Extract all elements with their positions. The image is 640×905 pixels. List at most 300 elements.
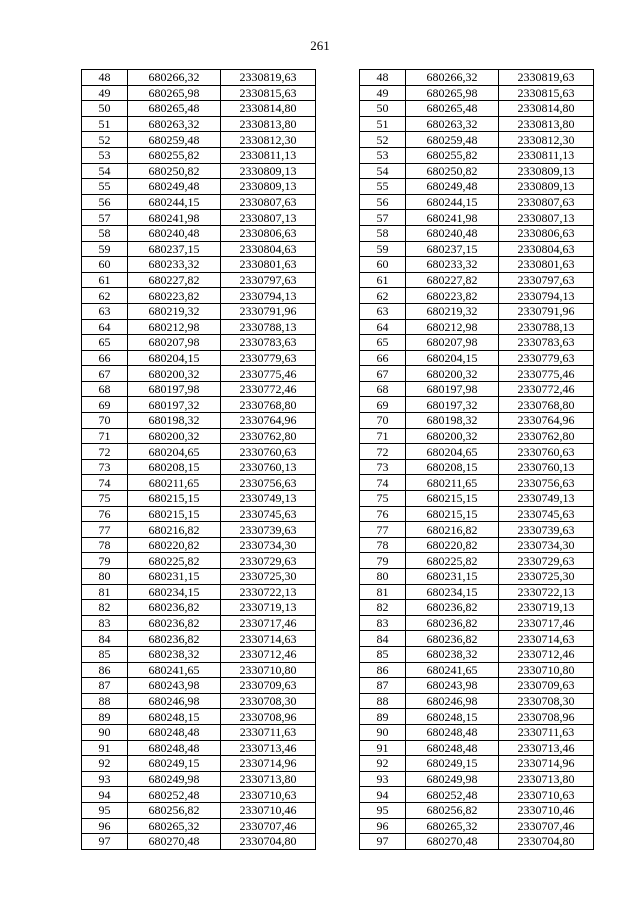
column-gap <box>316 335 360 351</box>
left-y-coordinate-cell: 2330809,13 <box>221 179 316 195</box>
table-row <box>82 802 594 818</box>
page-number: 261 <box>310 38 330 53</box>
right-y-coordinate-cell: 2330709,63 <box>499 678 594 694</box>
left-y-coordinate-cell: 2330710,80 <box>221 662 316 678</box>
left-point-number-cell: 70 <box>82 413 128 429</box>
right-y-coordinate-cell: 2330783,63 <box>499 335 594 351</box>
left-point-number-cell: 56 <box>82 194 128 210</box>
column-gap <box>316 163 360 179</box>
left-x-coordinate-cell: 680249,15 <box>128 756 221 772</box>
right-x-coordinate-cell: 680259,48 <box>406 132 499 148</box>
column-gap <box>316 241 360 257</box>
table-row <box>82 569 594 585</box>
right-point-number-cell: 91 <box>360 740 406 756</box>
right-x-coordinate-cell: 680248,15 <box>406 709 499 725</box>
column-gap <box>316 272 360 288</box>
column-gap <box>316 475 360 491</box>
column-gap <box>316 116 360 132</box>
right-x-coordinate-cell: 680219,32 <box>406 303 499 319</box>
column-gap <box>316 678 360 694</box>
right-point-number-cell: 66 <box>360 350 406 366</box>
left-x-coordinate-cell: 680236,82 <box>128 615 221 631</box>
left-y-coordinate-cell: 2330749,13 <box>221 491 316 507</box>
right-y-coordinate-cell: 2330807,63 <box>499 194 594 210</box>
table-row <box>82 834 594 850</box>
right-x-coordinate-cell: 680236,82 <box>406 631 499 647</box>
table-row <box>82 319 594 335</box>
right-point-number-cell: 49 <box>360 85 406 101</box>
right-y-coordinate-cell: 2330708,30 <box>499 693 594 709</box>
left-point-number-cell: 63 <box>82 303 128 319</box>
column-gap <box>316 693 360 709</box>
column-gap <box>316 537 360 553</box>
right-y-coordinate-cell: 2330714,96 <box>499 756 594 772</box>
left-point-number-cell: 75 <box>82 491 128 507</box>
left-y-coordinate-cell: 2330745,63 <box>221 506 316 522</box>
right-y-coordinate-cell: 2330722,13 <box>499 584 594 600</box>
right-x-coordinate-cell: 680246,98 <box>406 693 499 709</box>
left-y-coordinate-cell: 2330819,63 <box>221 70 316 86</box>
left-x-coordinate-cell: 680236,82 <box>128 600 221 616</box>
left-x-coordinate-cell: 680263,32 <box>128 116 221 132</box>
right-point-number-cell: 50 <box>360 101 406 117</box>
column-gap <box>316 132 360 148</box>
right-x-coordinate-cell: 680204,15 <box>406 350 499 366</box>
right-y-coordinate-cell: 2330801,63 <box>499 257 594 273</box>
table-row <box>82 646 594 662</box>
left-y-coordinate-cell: 2330814,80 <box>221 101 316 117</box>
right-y-coordinate-cell: 2330806,63 <box>499 225 594 241</box>
right-y-coordinate-cell: 2330708,96 <box>499 709 594 725</box>
right-x-coordinate-cell: 680248,48 <box>406 740 499 756</box>
left-y-coordinate-cell: 2330807,13 <box>221 210 316 226</box>
left-y-coordinate-cell: 2330794,13 <box>221 288 316 304</box>
left-y-coordinate-cell: 2330788,13 <box>221 319 316 335</box>
right-point-number-cell: 92 <box>360 756 406 772</box>
left-y-coordinate-cell: 2330815,63 <box>221 85 316 101</box>
right-x-coordinate-cell: 680200,32 <box>406 366 499 382</box>
left-point-number-cell: 59 <box>82 241 128 257</box>
right-point-number-cell: 87 <box>360 678 406 694</box>
left-point-number-cell: 77 <box>82 522 128 538</box>
right-x-coordinate-cell: 680240,48 <box>406 225 499 241</box>
left-x-coordinate-cell: 680204,65 <box>128 444 221 460</box>
right-x-coordinate-cell: 680197,98 <box>406 381 499 397</box>
right-point-number-cell: 70 <box>360 413 406 429</box>
left-point-number-cell: 84 <box>82 631 128 647</box>
right-point-number-cell: 73 <box>360 459 406 475</box>
left-point-number-cell: 76 <box>82 506 128 522</box>
right-y-coordinate-cell: 2330707,46 <box>499 818 594 834</box>
left-point-number-cell: 68 <box>82 381 128 397</box>
right-y-coordinate-cell: 2330797,63 <box>499 272 594 288</box>
column-gap <box>316 818 360 834</box>
right-y-coordinate-cell: 2330710,63 <box>499 787 594 803</box>
right-y-coordinate-cell: 2330779,63 <box>499 350 594 366</box>
left-y-coordinate-cell: 2330762,80 <box>221 428 316 444</box>
column-gap <box>316 662 360 678</box>
right-y-coordinate-cell: 2330813,80 <box>499 116 594 132</box>
table-row <box>82 678 594 694</box>
right-y-coordinate-cell: 2330814,80 <box>499 101 594 117</box>
table-row <box>82 335 594 351</box>
left-point-number-cell: 60 <box>82 257 128 273</box>
column-gap <box>316 709 360 725</box>
table-row <box>82 444 594 460</box>
left-y-coordinate-cell: 2330813,80 <box>221 116 316 132</box>
right-y-coordinate-cell: 2330760,63 <box>499 444 594 460</box>
right-point-number-cell: 90 <box>360 724 406 740</box>
right-y-coordinate-cell: 2330807,13 <box>499 210 594 226</box>
left-y-coordinate-cell: 2330709,63 <box>221 678 316 694</box>
left-point-number-cell: 93 <box>82 771 128 787</box>
left-point-number-cell: 96 <box>82 818 128 834</box>
left-x-coordinate-cell: 680215,15 <box>128 506 221 522</box>
left-point-number-cell: 49 <box>82 85 128 101</box>
left-y-coordinate-cell: 2330804,63 <box>221 241 316 257</box>
table-row <box>82 163 594 179</box>
left-x-coordinate-cell: 680198,32 <box>128 413 221 429</box>
left-x-coordinate-cell: 680259,48 <box>128 132 221 148</box>
left-x-coordinate-cell: 680249,48 <box>128 179 221 195</box>
left-point-number-cell: 51 <box>82 116 128 132</box>
left-point-number-cell: 54 <box>82 163 128 179</box>
column-gap <box>316 724 360 740</box>
left-x-coordinate-cell: 680223,82 <box>128 288 221 304</box>
left-x-coordinate-cell: 680211,65 <box>128 475 221 491</box>
right-y-coordinate-cell: 2330725,30 <box>499 569 594 585</box>
column-gap <box>316 771 360 787</box>
table-row <box>82 787 594 803</box>
column-gap <box>316 413 360 429</box>
right-point-number-cell: 74 <box>360 475 406 491</box>
left-point-number-cell: 55 <box>82 179 128 195</box>
right-x-coordinate-cell: 680211,65 <box>406 475 499 491</box>
column-gap <box>316 600 360 616</box>
left-x-coordinate-cell: 680231,15 <box>128 569 221 585</box>
column-gap <box>316 194 360 210</box>
right-y-coordinate-cell: 2330775,46 <box>499 366 594 382</box>
left-x-coordinate-cell: 680265,32 <box>128 818 221 834</box>
right-x-coordinate-cell: 680249,48 <box>406 179 499 195</box>
column-gap <box>316 787 360 803</box>
left-x-coordinate-cell: 680248,48 <box>128 740 221 756</box>
left-point-number-cell: 50 <box>82 101 128 117</box>
right-x-coordinate-cell: 680263,32 <box>406 116 499 132</box>
left-x-coordinate-cell: 680220,82 <box>128 537 221 553</box>
left-y-coordinate-cell: 2330708,30 <box>221 693 316 709</box>
table-row <box>82 709 594 725</box>
left-x-coordinate-cell: 680256,82 <box>128 802 221 818</box>
right-point-number-cell: 81 <box>360 584 406 600</box>
column-gap <box>316 350 360 366</box>
right-y-coordinate-cell: 2330756,63 <box>499 475 594 491</box>
right-x-coordinate-cell: 680225,82 <box>406 553 499 569</box>
right-point-number-cell: 54 <box>360 163 406 179</box>
table-row <box>82 475 594 491</box>
left-point-number-cell: 53 <box>82 147 128 163</box>
left-y-coordinate-cell: 2330801,63 <box>221 257 316 273</box>
table-row <box>82 771 594 787</box>
left-y-coordinate-cell: 2330729,63 <box>221 553 316 569</box>
right-x-coordinate-cell: 680207,98 <box>406 335 499 351</box>
left-x-coordinate-cell: 680241,65 <box>128 662 221 678</box>
coordinates-table <box>81 69 594 850</box>
column-gap <box>316 381 360 397</box>
left-point-number-cell: 71 <box>82 428 128 444</box>
right-point-number-cell: 48 <box>360 70 406 86</box>
left-y-coordinate-cell: 2330717,46 <box>221 615 316 631</box>
column-gap <box>316 288 360 304</box>
column-gap <box>316 802 360 818</box>
left-y-coordinate-cell: 2330725,30 <box>221 569 316 585</box>
right-y-coordinate-cell: 2330811,13 <box>499 147 594 163</box>
right-point-number-cell: 85 <box>360 646 406 662</box>
right-y-coordinate-cell: 2330760,13 <box>499 459 594 475</box>
left-y-coordinate-cell: 2330707,46 <box>221 818 316 834</box>
right-x-coordinate-cell: 680244,15 <box>406 194 499 210</box>
table-row <box>82 257 594 273</box>
right-point-number-cell: 79 <box>360 553 406 569</box>
right-x-coordinate-cell: 680265,32 <box>406 818 499 834</box>
left-y-coordinate-cell: 2330760,63 <box>221 444 316 460</box>
right-point-number-cell: 58 <box>360 225 406 241</box>
table-row <box>82 600 594 616</box>
left-point-number-cell: 61 <box>82 272 128 288</box>
right-y-coordinate-cell: 2330734,30 <box>499 537 594 553</box>
left-x-coordinate-cell: 680219,32 <box>128 303 221 319</box>
right-y-coordinate-cell: 2330809,13 <box>499 163 594 179</box>
left-y-coordinate-cell: 2330783,63 <box>221 335 316 351</box>
column-gap <box>316 491 360 507</box>
right-x-coordinate-cell: 680231,15 <box>406 569 499 585</box>
left-x-coordinate-cell: 680240,48 <box>128 225 221 241</box>
table-row <box>82 366 594 382</box>
column-gap <box>316 631 360 647</box>
table-row <box>82 272 594 288</box>
right-point-number-cell: 93 <box>360 771 406 787</box>
right-y-coordinate-cell: 2330739,63 <box>499 522 594 538</box>
left-point-number-cell: 79 <box>82 553 128 569</box>
table-row <box>82 101 594 117</box>
left-point-number-cell: 91 <box>82 740 128 756</box>
table-row <box>82 491 594 507</box>
left-x-coordinate-cell: 680241,98 <box>128 210 221 226</box>
left-x-coordinate-cell: 680238,32 <box>128 646 221 662</box>
column-gap <box>316 147 360 163</box>
column-gap <box>316 85 360 101</box>
right-point-number-cell: 55 <box>360 179 406 195</box>
right-y-coordinate-cell: 2330804,63 <box>499 241 594 257</box>
column-gap <box>316 428 360 444</box>
column-gap <box>316 179 360 195</box>
left-y-coordinate-cell: 2330811,13 <box>221 147 316 163</box>
left-x-coordinate-cell: 680200,32 <box>128 366 221 382</box>
right-x-coordinate-cell: 680227,82 <box>406 272 499 288</box>
table-row <box>82 740 594 756</box>
left-point-number-cell: 73 <box>82 459 128 475</box>
right-x-coordinate-cell: 680215,15 <box>406 506 499 522</box>
right-point-number-cell: 56 <box>360 194 406 210</box>
right-x-coordinate-cell: 680236,82 <box>406 600 499 616</box>
right-x-coordinate-cell: 680197,32 <box>406 397 499 413</box>
left-point-number-cell: 81 <box>82 584 128 600</box>
left-point-number-cell: 48 <box>82 70 128 86</box>
left-x-coordinate-cell: 680207,98 <box>128 335 221 351</box>
right-x-coordinate-cell: 680249,15 <box>406 756 499 772</box>
right-point-number-cell: 82 <box>360 600 406 616</box>
left-y-coordinate-cell: 2330719,13 <box>221 600 316 616</box>
table-row <box>82 225 594 241</box>
right-y-coordinate-cell: 2330788,13 <box>499 319 594 335</box>
left-x-coordinate-cell: 680233,32 <box>128 257 221 273</box>
right-point-number-cell: 89 <box>360 709 406 725</box>
table-row <box>82 85 594 101</box>
left-y-coordinate-cell: 2330797,63 <box>221 272 316 288</box>
left-point-number-cell: 67 <box>82 366 128 382</box>
left-x-coordinate-cell: 680237,15 <box>128 241 221 257</box>
left-x-coordinate-cell: 680200,32 <box>128 428 221 444</box>
table-row <box>82 693 594 709</box>
right-x-coordinate-cell: 680220,82 <box>406 537 499 553</box>
right-x-coordinate-cell: 680233,32 <box>406 257 499 273</box>
left-point-number-cell: 82 <box>82 600 128 616</box>
right-x-coordinate-cell: 680265,48 <box>406 101 499 117</box>
right-y-coordinate-cell: 2330710,46 <box>499 802 594 818</box>
right-point-number-cell: 63 <box>360 303 406 319</box>
right-x-coordinate-cell: 680265,98 <box>406 85 499 101</box>
table-row <box>82 413 594 429</box>
table-row <box>82 537 594 553</box>
right-y-coordinate-cell: 2330713,46 <box>499 740 594 756</box>
right-point-number-cell: 57 <box>360 210 406 226</box>
left-x-coordinate-cell: 680236,82 <box>128 631 221 647</box>
right-y-coordinate-cell: 2330714,63 <box>499 631 594 647</box>
right-x-coordinate-cell: 680198,32 <box>406 413 499 429</box>
left-x-coordinate-cell: 680266,32 <box>128 70 221 86</box>
left-point-number-cell: 80 <box>82 569 128 585</box>
left-x-coordinate-cell: 680216,82 <box>128 522 221 538</box>
left-x-coordinate-cell: 680248,48 <box>128 724 221 740</box>
left-point-number-cell: 78 <box>82 537 128 553</box>
left-x-coordinate-cell: 680255,82 <box>128 147 221 163</box>
left-x-coordinate-cell: 680208,15 <box>128 459 221 475</box>
left-y-coordinate-cell: 2330806,63 <box>221 225 316 241</box>
left-point-number-cell: 74 <box>82 475 128 491</box>
left-y-coordinate-cell: 2330768,80 <box>221 397 316 413</box>
column-gap <box>316 646 360 662</box>
right-point-number-cell: 60 <box>360 257 406 273</box>
right-x-coordinate-cell: 680216,82 <box>406 522 499 538</box>
right-y-coordinate-cell: 2330819,63 <box>499 70 594 86</box>
left-y-coordinate-cell: 2330791,96 <box>221 303 316 319</box>
left-y-coordinate-cell: 2330714,63 <box>221 631 316 647</box>
right-point-number-cell: 95 <box>360 802 406 818</box>
left-x-coordinate-cell: 680197,32 <box>128 397 221 413</box>
right-x-coordinate-cell: 680212,98 <box>406 319 499 335</box>
right-x-coordinate-cell: 680256,82 <box>406 802 499 818</box>
right-point-number-cell: 64 <box>360 319 406 335</box>
right-x-coordinate-cell: 680236,82 <box>406 615 499 631</box>
right-y-coordinate-cell: 2330704,80 <box>499 834 594 850</box>
right-point-number-cell: 96 <box>360 818 406 834</box>
right-x-coordinate-cell: 680255,82 <box>406 147 499 163</box>
left-point-number-cell: 65 <box>82 335 128 351</box>
right-point-number-cell: 86 <box>360 662 406 678</box>
table-row <box>82 724 594 740</box>
right-y-coordinate-cell: 2330791,96 <box>499 303 594 319</box>
right-y-coordinate-cell: 2330712,46 <box>499 646 594 662</box>
left-point-number-cell: 92 <box>82 756 128 772</box>
left-point-number-cell: 72 <box>82 444 128 460</box>
table-row <box>82 631 594 647</box>
left-y-coordinate-cell: 2330760,13 <box>221 459 316 475</box>
left-x-coordinate-cell: 680265,48 <box>128 101 221 117</box>
coordinates-table-body <box>82 70 594 850</box>
right-point-number-cell: 80 <box>360 569 406 585</box>
left-y-coordinate-cell: 2330710,63 <box>221 787 316 803</box>
left-point-number-cell: 94 <box>82 787 128 803</box>
left-x-coordinate-cell: 680234,15 <box>128 584 221 600</box>
column-gap <box>316 319 360 335</box>
table-row <box>82 818 594 834</box>
right-x-coordinate-cell: 680223,82 <box>406 288 499 304</box>
right-y-coordinate-cell: 2330815,63 <box>499 85 594 101</box>
right-x-coordinate-cell: 680215,15 <box>406 491 499 507</box>
left-y-coordinate-cell: 2330714,96 <box>221 756 316 772</box>
column-gap <box>316 740 360 756</box>
column-gap <box>316 569 360 585</box>
table-row <box>82 303 594 319</box>
table-row <box>82 397 594 413</box>
right-x-coordinate-cell: 680241,98 <box>406 210 499 226</box>
left-x-coordinate-cell: 680225,82 <box>128 553 221 569</box>
left-y-coordinate-cell: 2330711,63 <box>221 724 316 740</box>
table-row <box>82 522 594 538</box>
right-x-coordinate-cell: 680252,48 <box>406 787 499 803</box>
left-point-number-cell: 64 <box>82 319 128 335</box>
right-point-number-cell: 53 <box>360 147 406 163</box>
left-x-coordinate-cell: 680250,82 <box>128 163 221 179</box>
right-x-coordinate-cell: 680238,32 <box>406 646 499 662</box>
left-point-number-cell: 86 <box>82 662 128 678</box>
right-point-number-cell: 88 <box>360 693 406 709</box>
right-y-coordinate-cell: 2330772,46 <box>499 381 594 397</box>
left-y-coordinate-cell: 2330708,96 <box>221 709 316 725</box>
column-gap <box>316 584 360 600</box>
right-x-coordinate-cell: 680266,32 <box>406 70 499 86</box>
right-x-coordinate-cell: 680208,15 <box>406 459 499 475</box>
right-point-number-cell: 72 <box>360 444 406 460</box>
right-x-coordinate-cell: 680200,32 <box>406 428 499 444</box>
left-y-coordinate-cell: 2330809,13 <box>221 163 316 179</box>
right-y-coordinate-cell: 2330762,80 <box>499 428 594 444</box>
table-row <box>82 132 594 148</box>
table-row <box>82 553 594 569</box>
table-row <box>82 350 594 366</box>
column-gap <box>316 101 360 117</box>
left-y-coordinate-cell: 2330775,46 <box>221 366 316 382</box>
table-row <box>82 70 594 86</box>
right-x-coordinate-cell: 680237,15 <box>406 241 499 257</box>
right-point-number-cell: 67 <box>360 366 406 382</box>
left-point-number-cell: 87 <box>82 678 128 694</box>
right-y-coordinate-cell: 2330719,13 <box>499 600 594 616</box>
table-row <box>82 506 594 522</box>
left-y-coordinate-cell: 2330713,80 <box>221 771 316 787</box>
left-y-coordinate-cell: 2330710,46 <box>221 802 316 818</box>
column-gap <box>316 506 360 522</box>
